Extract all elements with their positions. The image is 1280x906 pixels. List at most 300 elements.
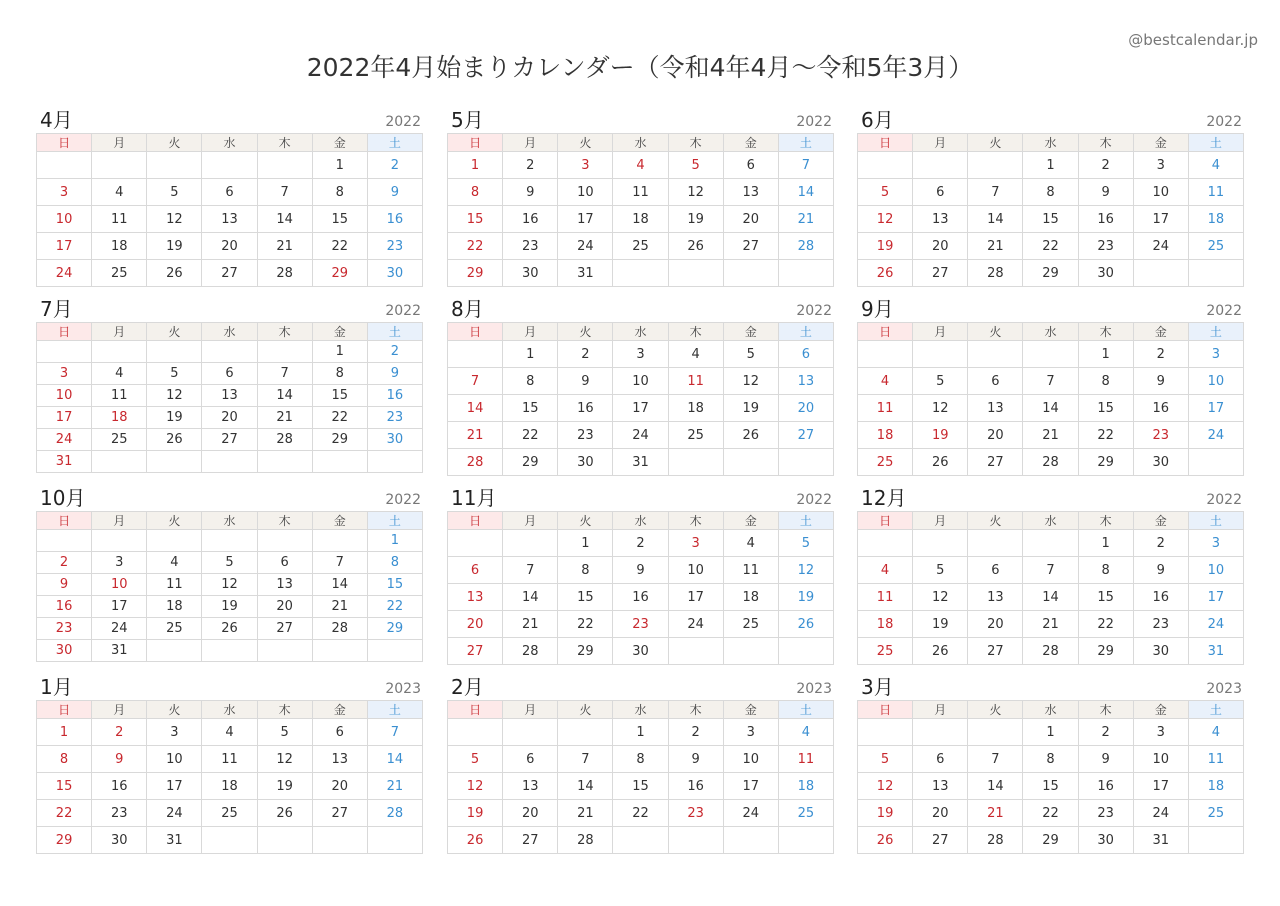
empty-cell — [367, 827, 422, 854]
day-cell: 9 — [1078, 746, 1133, 773]
week-row — [448, 584, 834, 611]
week-row — [37, 530, 423, 552]
weekday-label: 木 — [668, 323, 723, 341]
month-header — [857, 297, 1244, 322]
week-row — [858, 719, 1244, 746]
day-cell: 1 — [312, 152, 367, 179]
weekday-label: 金 — [1133, 323, 1188, 341]
day-cell: 21 — [257, 233, 312, 260]
weekday-label: 水 — [202, 701, 257, 719]
weekday-label: 月 — [913, 134, 968, 152]
empty-cell — [257, 640, 312, 662]
day-cell: 1 — [448, 152, 503, 179]
day-cell: 22 — [503, 422, 558, 449]
day-cell: 3 — [1188, 341, 1243, 368]
day-cell: 2 — [668, 719, 723, 746]
day-cell: 27 — [503, 827, 558, 854]
day-cell: 11 — [858, 584, 913, 611]
day-cell: 2 — [37, 552, 92, 574]
day-cell: 27 — [723, 233, 778, 260]
weekday-label: 土 — [367, 701, 422, 719]
day-cell: 18 — [778, 773, 833, 800]
day-cell: 31 — [147, 827, 202, 854]
week-row — [37, 800, 423, 827]
day-cell: 2 — [1133, 530, 1188, 557]
day-cell: 11 — [613, 179, 668, 206]
day-cell: 29 — [37, 827, 92, 854]
day-cell: 12 — [202, 574, 257, 596]
day-cell: 29 — [503, 449, 558, 476]
day-cell: 27 — [913, 260, 968, 287]
day-cell: 15 — [1023, 206, 1078, 233]
week-row — [37, 179, 423, 206]
week-row — [448, 260, 834, 287]
week-row — [37, 640, 423, 662]
week-row — [37, 260, 423, 287]
day-cell: 15 — [1078, 584, 1133, 611]
day-cell: 20 — [723, 206, 778, 233]
day-cell: 28 — [968, 260, 1023, 287]
day-cell: 5 — [858, 179, 913, 206]
weekday-label: 木 — [668, 512, 723, 530]
weekday-label: 木 — [257, 512, 312, 530]
day-cell: 21 — [312, 596, 367, 618]
week-row — [448, 800, 834, 827]
week-row — [858, 530, 1244, 557]
day-cell: 21 — [1023, 611, 1078, 638]
weekday-label: 木 — [1078, 323, 1133, 341]
month-table — [447, 322, 834, 476]
day-cell: 8 — [1023, 746, 1078, 773]
day-cell: 16 — [1078, 206, 1133, 233]
weekday-label: 金 — [723, 134, 778, 152]
day-cell: 5 — [913, 368, 968, 395]
day-cell: 6 — [778, 341, 833, 368]
month-calendar — [36, 486, 423, 662]
month-calendar — [857, 297, 1244, 476]
week-row — [858, 584, 1244, 611]
day-cell: 15 — [312, 206, 367, 233]
weekday-header-row — [448, 134, 834, 152]
weekday-label: 金 — [312, 323, 367, 341]
day-cell: 9 — [1078, 179, 1133, 206]
day-cell: 26 — [257, 800, 312, 827]
day-cell: 1 — [1078, 341, 1133, 368]
day-cell: 7 — [257, 363, 312, 385]
day-cell: 20 — [202, 407, 257, 429]
day-cell: 25 — [778, 800, 833, 827]
day-cell: 6 — [312, 719, 367, 746]
day-cell: 24 — [37, 429, 92, 451]
day-cell: 9 — [37, 574, 92, 596]
day-cell: 30 — [613, 638, 668, 665]
month-header — [36, 108, 423, 133]
day-cell: 22 — [1078, 611, 1133, 638]
weekday-label: 金 — [723, 701, 778, 719]
month-name: 12月 — [861, 486, 907, 510]
day-cell: 23 — [367, 407, 422, 429]
day-cell: 31 — [92, 640, 147, 662]
week-row — [448, 395, 834, 422]
day-cell: 1 — [503, 341, 558, 368]
empty-cell — [147, 152, 202, 179]
day-cell: 10 — [1133, 179, 1188, 206]
month-calendar — [447, 297, 834, 476]
week-row — [37, 596, 423, 618]
day-cell: 11 — [1188, 179, 1243, 206]
week-row — [858, 800, 1244, 827]
day-cell: 20 — [913, 233, 968, 260]
day-cell: 14 — [257, 385, 312, 407]
month-calendar — [447, 675, 834, 854]
weekday-label: 木 — [1078, 701, 1133, 719]
day-cell: 14 — [778, 179, 833, 206]
day-cell: 14 — [1023, 584, 1078, 611]
day-cell: 5 — [858, 746, 913, 773]
day-cell: 25 — [92, 260, 147, 287]
day-cell: 23 — [92, 800, 147, 827]
day-cell: 17 — [613, 395, 668, 422]
empty-cell — [503, 719, 558, 746]
empty-cell — [202, 341, 257, 363]
day-cell: 24 — [147, 800, 202, 827]
day-cell: 4 — [202, 719, 257, 746]
day-cell: 22 — [558, 611, 613, 638]
weekday-label: 火 — [558, 323, 613, 341]
empty-cell — [1023, 530, 1078, 557]
weekday-label: 月 — [92, 701, 147, 719]
empty-cell — [202, 152, 257, 179]
day-cell: 2 — [503, 152, 558, 179]
weekday-label: 土 — [1188, 512, 1243, 530]
weekday-label: 日 — [448, 701, 503, 719]
empty-cell — [147, 451, 202, 473]
day-cell: 9 — [367, 179, 422, 206]
weekday-label: 木 — [257, 323, 312, 341]
day-cell: 1 — [558, 530, 613, 557]
day-cell: 14 — [448, 395, 503, 422]
day-cell: 12 — [147, 206, 202, 233]
day-cell: 30 — [1133, 449, 1188, 476]
empty-cell — [257, 341, 312, 363]
day-cell: 16 — [367, 206, 422, 233]
day-cell: 14 — [558, 773, 613, 800]
day-cell: 11 — [668, 368, 723, 395]
day-cell: 23 — [558, 422, 613, 449]
day-cell: 28 — [448, 449, 503, 476]
day-cell: 28 — [1023, 638, 1078, 665]
day-cell: 24 — [37, 260, 92, 287]
week-row — [858, 827, 1244, 854]
day-cell: 5 — [778, 530, 833, 557]
weekday-label: 土 — [367, 323, 422, 341]
empty-cell — [778, 827, 833, 854]
week-row — [448, 233, 834, 260]
day-cell: 13 — [968, 584, 1023, 611]
weekday-label: 火 — [147, 701, 202, 719]
empty-cell — [778, 449, 833, 476]
day-cell: 26 — [668, 233, 723, 260]
day-cell: 27 — [778, 422, 833, 449]
week-row — [37, 746, 423, 773]
day-cell: 29 — [312, 260, 367, 287]
day-cell: 27 — [202, 260, 257, 287]
day-cell: 23 — [37, 618, 92, 640]
day-cell: 1 — [367, 530, 422, 552]
week-row — [858, 449, 1244, 476]
day-cell: 23 — [613, 611, 668, 638]
day-cell: 8 — [312, 363, 367, 385]
empty-cell — [913, 341, 968, 368]
day-cell: 16 — [92, 773, 147, 800]
month-header — [36, 675, 423, 700]
day-cell: 28 — [257, 260, 312, 287]
weekday-label: 水 — [202, 323, 257, 341]
day-cell: 22 — [312, 233, 367, 260]
day-cell: 3 — [1133, 719, 1188, 746]
month-name: 4月 — [40, 108, 73, 132]
empty-cell — [147, 640, 202, 662]
day-cell: 12 — [913, 395, 968, 422]
day-cell: 17 — [1188, 395, 1243, 422]
day-cell: 12 — [448, 773, 503, 800]
day-cell: 13 — [913, 206, 968, 233]
day-cell: 17 — [558, 206, 613, 233]
month-table — [36, 322, 423, 473]
empty-cell — [202, 640, 257, 662]
empty-cell — [92, 451, 147, 473]
day-cell: 7 — [968, 746, 1023, 773]
day-cell: 24 — [613, 422, 668, 449]
day-cell: 30 — [1133, 638, 1188, 665]
day-cell: 10 — [723, 746, 778, 773]
empty-cell — [37, 530, 92, 552]
month-table — [36, 133, 423, 287]
week-row — [448, 638, 834, 665]
week-row — [858, 368, 1244, 395]
day-cell: 31 — [1188, 638, 1243, 665]
day-cell: 2 — [613, 530, 668, 557]
day-cell: 17 — [1133, 206, 1188, 233]
week-row — [858, 341, 1244, 368]
day-cell: 26 — [147, 260, 202, 287]
weekday-label: 日 — [858, 512, 913, 530]
empty-cell — [1188, 260, 1243, 287]
month-name: 8月 — [451, 297, 484, 321]
day-cell: 28 — [558, 827, 613, 854]
empty-cell — [858, 341, 913, 368]
week-row — [448, 611, 834, 638]
weekday-label: 月 — [913, 512, 968, 530]
day-cell: 23 — [503, 233, 558, 260]
day-cell: 29 — [367, 618, 422, 640]
empty-cell — [202, 451, 257, 473]
empty-cell — [723, 827, 778, 854]
day-cell: 26 — [147, 429, 202, 451]
week-row — [858, 179, 1244, 206]
weekday-header-row — [37, 512, 423, 530]
week-row — [37, 827, 423, 854]
week-row — [37, 552, 423, 574]
day-cell: 11 — [92, 206, 147, 233]
weekday-header-row — [858, 134, 1244, 152]
day-cell: 30 — [1078, 260, 1133, 287]
day-cell: 17 — [92, 596, 147, 618]
day-cell: 5 — [723, 341, 778, 368]
day-cell: 30 — [37, 640, 92, 662]
day-cell: 23 — [1078, 233, 1133, 260]
day-cell: 17 — [37, 407, 92, 429]
empty-cell — [92, 530, 147, 552]
month-header — [857, 108, 1244, 133]
day-cell: 18 — [613, 206, 668, 233]
day-cell: 24 — [92, 618, 147, 640]
week-row — [858, 638, 1244, 665]
week-row — [858, 746, 1244, 773]
empty-cell — [668, 638, 723, 665]
month-calendar — [857, 675, 1244, 854]
day-cell: 27 — [312, 800, 367, 827]
empty-cell — [257, 451, 312, 473]
week-row — [448, 530, 834, 557]
day-cell: 31 — [613, 449, 668, 476]
day-cell: 18 — [858, 422, 913, 449]
day-cell: 19 — [202, 596, 257, 618]
day-cell: 8 — [503, 368, 558, 395]
month-year: 2022 — [1206, 492, 1242, 508]
empty-cell — [913, 152, 968, 179]
day-cell: 19 — [257, 773, 312, 800]
day-cell: 19 — [147, 233, 202, 260]
weekday-label: 金 — [312, 701, 367, 719]
day-cell: 14 — [257, 206, 312, 233]
day-cell: 5 — [202, 552, 257, 574]
day-cell: 17 — [723, 773, 778, 800]
day-cell: 8 — [312, 179, 367, 206]
empty-cell — [202, 827, 257, 854]
day-cell: 25 — [668, 422, 723, 449]
day-cell: 1 — [1023, 152, 1078, 179]
month-year: 2022 — [385, 492, 421, 508]
weekday-label: 火 — [968, 134, 1023, 152]
week-row — [448, 773, 834, 800]
empty-cell — [92, 341, 147, 363]
weekday-label: 金 — [1133, 134, 1188, 152]
empty-cell — [668, 827, 723, 854]
day-cell: 7 — [1023, 557, 1078, 584]
day-cell: 22 — [37, 800, 92, 827]
empty-cell — [257, 530, 312, 552]
day-cell: 7 — [778, 152, 833, 179]
weekday-label: 土 — [778, 323, 833, 341]
empty-cell — [202, 530, 257, 552]
empty-cell — [257, 827, 312, 854]
weekday-label: 土 — [367, 512, 422, 530]
week-row — [448, 368, 834, 395]
empty-cell — [448, 341, 503, 368]
weekday-header-row — [448, 323, 834, 341]
day-cell: 15 — [312, 385, 367, 407]
day-cell: 8 — [37, 746, 92, 773]
day-cell: 1 — [1078, 530, 1133, 557]
day-cell: 25 — [147, 618, 202, 640]
empty-cell — [858, 152, 913, 179]
day-cell: 23 — [1078, 800, 1133, 827]
month-year: 2023 — [1206, 681, 1242, 697]
day-cell: 24 — [558, 233, 613, 260]
weekday-label: 日 — [858, 701, 913, 719]
weekday-label: 土 — [778, 701, 833, 719]
month-header — [857, 675, 1244, 700]
day-cell: 14 — [968, 773, 1023, 800]
empty-cell — [723, 260, 778, 287]
day-cell: 21 — [778, 206, 833, 233]
month-year: 2022 — [1206, 114, 1242, 130]
day-cell: 30 — [92, 827, 147, 854]
day-cell: 4 — [147, 552, 202, 574]
day-cell: 4 — [92, 179, 147, 206]
empty-cell — [913, 530, 968, 557]
day-cell: 27 — [968, 449, 1023, 476]
month-name: 1月 — [40, 675, 73, 699]
weekday-label: 木 — [1078, 512, 1133, 530]
week-row — [37, 719, 423, 746]
day-cell: 13 — [448, 584, 503, 611]
day-cell: 12 — [858, 206, 913, 233]
day-cell: 6 — [202, 179, 257, 206]
day-cell: 26 — [202, 618, 257, 640]
day-cell: 16 — [668, 773, 723, 800]
month-table — [857, 133, 1244, 287]
day-cell: 25 — [858, 638, 913, 665]
day-cell: 16 — [1078, 773, 1133, 800]
empty-cell — [1133, 260, 1188, 287]
day-cell: 3 — [668, 530, 723, 557]
month-year: 2023 — [796, 681, 832, 697]
weekday-label: 月 — [913, 701, 968, 719]
day-cell: 24 — [1188, 422, 1243, 449]
day-cell: 29 — [1023, 827, 1078, 854]
weekday-label: 月 — [503, 323, 558, 341]
day-cell: 11 — [723, 557, 778, 584]
weekday-label: 月 — [503, 701, 558, 719]
weekday-label: 金 — [1133, 512, 1188, 530]
day-cell: 16 — [37, 596, 92, 618]
day-cell: 9 — [92, 746, 147, 773]
day-cell: 5 — [448, 746, 503, 773]
day-cell: 6 — [257, 552, 312, 574]
day-cell: 9 — [503, 179, 558, 206]
day-cell: 22 — [448, 233, 503, 260]
day-cell: 28 — [503, 638, 558, 665]
day-cell: 11 — [92, 385, 147, 407]
day-cell: 13 — [968, 395, 1023, 422]
day-cell: 10 — [37, 206, 92, 233]
day-cell: 22 — [613, 800, 668, 827]
empty-cell — [37, 152, 92, 179]
weekday-label: 日 — [37, 701, 92, 719]
month-table — [857, 511, 1244, 665]
day-cell: 18 — [858, 611, 913, 638]
day-cell: 29 — [1078, 638, 1133, 665]
day-cell: 28 — [778, 233, 833, 260]
day-cell: 13 — [503, 773, 558, 800]
month-calendar — [857, 486, 1244, 665]
week-row — [448, 341, 834, 368]
day-cell: 27 — [448, 638, 503, 665]
day-cell: 14 — [1023, 395, 1078, 422]
weekday-label: 火 — [968, 512, 1023, 530]
